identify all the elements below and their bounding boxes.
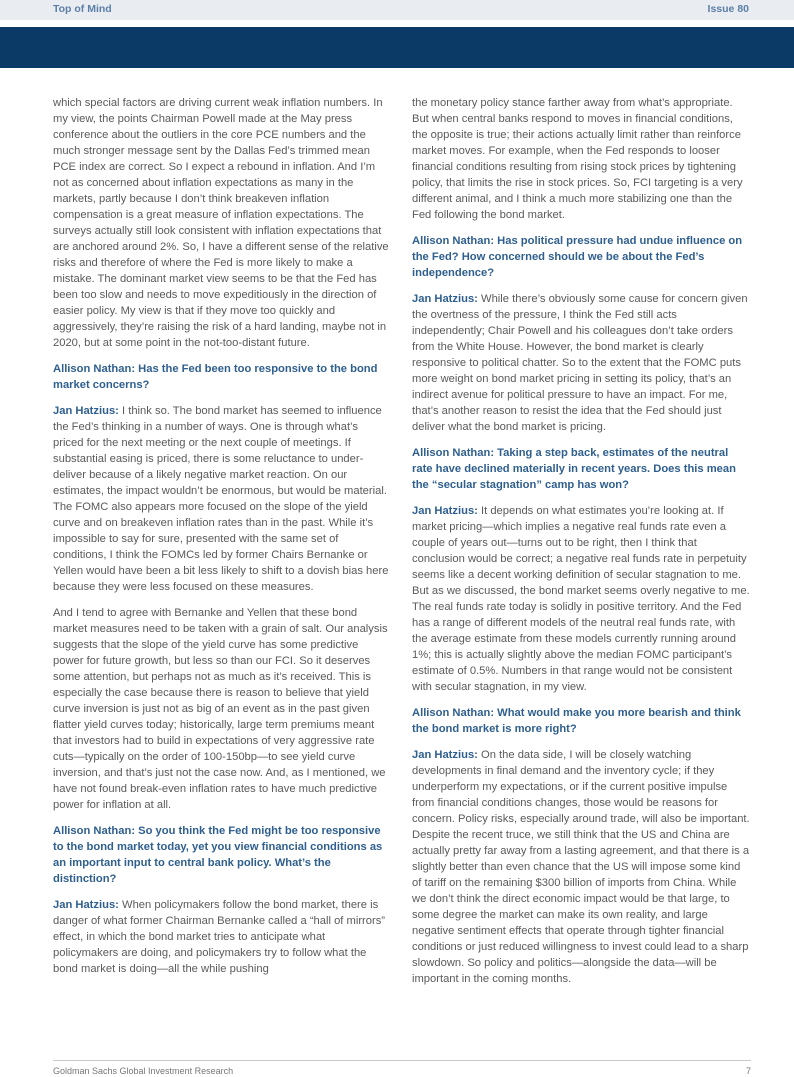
paragraph-text: On the data side, I will be closely watching developments in final demand and the inventory cycle; if they underperform my expectations, or if the current positive impulse from financial conditions changes, those would be reasons for concern. Policy risks, especially around trade, will also be important. Despite the recent truce, we still think that the US and China are actually pretty far away from a lasting agreement, and that there is a slightly better than even chance that the US will impose some kind of tariff on the remaining $300 billion of imports from China. While we don’t think the direct economic impact would be that large, to some degree the market can make its own reality, and large negative sentiment effects that operate through tighter financial conditions or just reduced willingness to invest could lead to a sharp slowdown. So policy and politics—alongside the data—will be important in the coming months. xyxy=(412,749,750,985)
body-paragraph xyxy=(412,95,750,223)
speaker-name: Jan Hatzius: xyxy=(412,749,478,761)
interview-answer xyxy=(412,747,750,987)
speaker-name: Jan Hatzius: xyxy=(412,505,478,517)
interview-question xyxy=(53,361,391,393)
interview-question xyxy=(412,233,750,281)
paragraph-text: While there’s obviously some cause for concern given the overtness of the pressure, I think the Fed still acts independently; Chair Powell and his colleagues don’t take orders from the White House. However, the bond market is clearly responsive to political chatter. So to the extent that the FOMC puts more weight on bond market pricing in setting its policy, that’s an indirect avenue for political pressure to have an impact. For me, that’s another reason to resist the idea that the Fed should just deliver what the bond market is pricing. xyxy=(412,293,748,433)
right-column xyxy=(412,95,750,997)
interview-answer xyxy=(53,897,391,977)
running-header xyxy=(0,0,794,20)
interview-answer xyxy=(412,291,750,435)
paragraph-text: What would make you more bearish and think the bond market is more right? xyxy=(412,707,741,735)
paragraph-text: When policymakers follow the bond market, there is danger of what former Chairman Bernanke called a “hall of mirrors” effect, in which the bond market tries to anticipate what policymakers are doing, and policymakers try to follow what the bond market is doing—all the while pushing xyxy=(53,899,386,975)
paragraph-text: It depends on what estimates you’re looking at. If market pricing—which implies a negative real funds rate even a couple of years out—turns out to be right, then I think that conclusion would be correct; a negative real funds rate in perpetuity seems like a decent working definition of secular stagnation to me. But as we discussed, the bond market seems overly negative to me. The real funds rate today is solidly in positive territory. And the Fed has a range of different models of the neutral real funds rate, with the average estimate from these models currently running around 1%; this is actually slightly above the median FOMC participant’s estimate of 0.5%. Numbers in that range would not be consistent with secular stagnation, in my view. xyxy=(412,505,750,693)
speaker-name: Jan Hatzius: xyxy=(53,405,119,417)
paragraph-text: Has political pressure had undue influence on the Fed? How concerned should we be about the Fed’s independence? xyxy=(412,235,743,279)
speaker-name: Allison Nathan: xyxy=(412,235,495,247)
issue-number: Issue 80 xyxy=(707,3,749,15)
body-paragraph xyxy=(53,605,391,813)
left-column xyxy=(53,95,391,987)
paragraph-text: So you think the Fed might be too responsive to the bond market today, yet you view financial conditions as an important input to central bank policy. What’s the distinction? xyxy=(53,825,383,885)
paragraph-text: Taking a step back, estimates of the neutral rate have declined materially in recent years. Does this mean the “secular stagnation” camp has won? xyxy=(412,447,736,491)
paragraph-text: the monetary policy stance farther away from what’s appropriate. But when central banks respond to moves in financial conditions, the opposite is true; their actions actually limit rather than reinforce market moves. For example, when the Fed responds to looser financial conditions resulting from rising stock prices by tightening policy, that limits the rise in stock prices. So, FCI targeting is a very different animal, and I think a much more stabilizing one than the Fed following the bond market. xyxy=(412,97,743,221)
speaker-name: Allison Nathan: xyxy=(412,447,495,459)
speaker-name: Allison Nathan: xyxy=(412,707,495,719)
interview-question xyxy=(412,445,750,493)
paragraph-text: which special factors are driving current weak inflation numbers. In my view, the points Chairman Powell made at the May press conference about the outliers in the core PCE numbers and the much stronger message sent by the Dallas Fed’s trimmed mean PCE index are correct. So I expect a rebound in inflation. And I’m not as concerned about inflation expectations as many in the markets, partly because I don’t think breakeven inflation compensation is a great measure of inflation expectations. The surveys actually still look consistent with inflation expectations that are anchored around 2%. So, I have a different sense of the relative risks and therefore of where the Fed is more likely to make a mistake. The dominant market view seems to be that the Fed has been too slow and needs to move expeditiously in the direction of easier policy. My view is that if they move too quickly and aggressively, they’re raising the risk of a hard landing, maybe not in 2020, but at some point in the not-too-distant future. xyxy=(53,97,389,349)
header-banner xyxy=(0,27,794,68)
speaker-name: Allison Nathan: xyxy=(53,825,136,837)
interview-question xyxy=(412,705,750,737)
interview-answer xyxy=(53,403,391,595)
paragraph-text: And I tend to agree with Bernanke and Yellen that these bond market measures need to be taken with a grain of salt. Our analysis suggests that the slope of the yield curve has some predictive power for future growth, but less so than our FCI. So it deserves some attention, but perhaps not as much as it’s received. This is especially the case because there is reason to believe that yield curve inversion is just not as big of an event as in the past given flatter yield curves today; historically, large term premiums meant that investors had to build in expectations of very aggressive rate cuts—typically on the order of 100-150bp—to see yield curve inversion, and that’s just not the case now. And, as I mentioned, we have not found break-even inflation rates to have much predictive power for inflation at all. xyxy=(53,607,388,811)
page-number: 7 xyxy=(745,1066,751,1076)
speaker-name: Jan Hatzius: xyxy=(53,899,119,911)
footer-source: Goldman Sachs Global Investment Research xyxy=(53,1066,234,1076)
interview-question xyxy=(53,823,391,887)
interview-answer xyxy=(412,503,750,695)
publication-name: Top of Mind xyxy=(53,3,112,15)
speaker-name: Jan Hatzius: xyxy=(412,293,478,305)
paragraph-text: I think so. The bond market has seemed to influence the Fed’s thinking in a number of ways. One is through what’s priced for the next meeting or the next couple of meetings. If substantial easing is priced, there is some reluctance to under-deliver because of a likely negative market reaction. On our estimates, the impact wouldn’t be enormous, but would be material. The FOMC also appears more focused on the slope of the yield curve and on breakeven inflation rates than in the past. While it’s impossible to say for sure, presented with the same set of conditions, I think the FOMCs led by former Chairs Bernanke or Yellen would have been a bit less likely to shift to a dovish bias here because they were less focused on these measures. xyxy=(53,405,389,593)
speaker-name: Allison Nathan: xyxy=(53,363,136,375)
body-paragraph xyxy=(53,95,391,351)
paragraph-text: Has the Fed been too responsive to the bond market concerns? xyxy=(53,363,378,391)
footer-divider xyxy=(53,1060,751,1061)
